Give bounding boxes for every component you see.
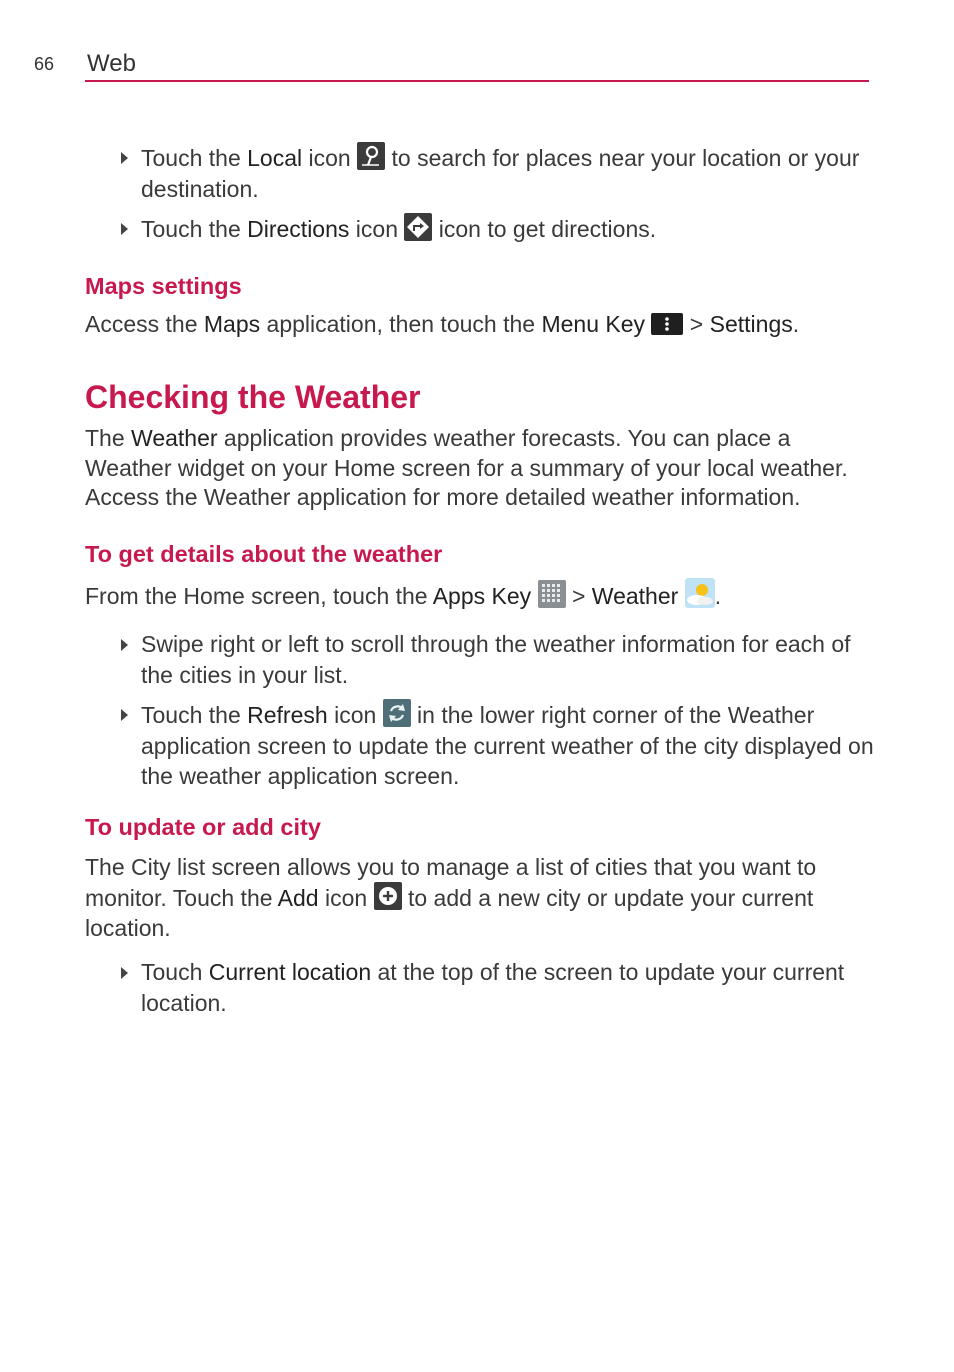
maps-settings-heading: Maps settings (85, 272, 242, 299)
directions-label: Directions (247, 216, 350, 242)
menu-key-icon (651, 313, 683, 335)
update-city-heading: To update or add city (85, 813, 321, 840)
bullet-local: Touch the Local icon to search for places near your location or your destination. (85, 142, 875, 204)
page-number: 66 (34, 54, 55, 74)
bullet-arrow-icon (121, 709, 128, 721)
directions-icon (404, 213, 432, 241)
weather-details-heading: To get details about the weather (85, 540, 443, 567)
weather-app-icon (685, 578, 715, 608)
section-title: Web (87, 50, 136, 77)
bullet-arrow-icon (121, 223, 128, 235)
header-rule (85, 80, 869, 82)
local-icon (357, 142, 385, 170)
weather-heading: Checking the Weather (85, 379, 421, 415)
add-icon (374, 882, 402, 910)
bullet-refresh: Touch the Refresh icon in the lower right corner of the Weather application screen to update the current weather of the city displayed on the weather application screen. (85, 699, 875, 792)
page-content (85, 142, 875, 1027)
bullet-swipe: Swipe right or left to scroll through the weather information for each of the cities in your list. (85, 629, 875, 690)
weather-intro: The Weather application provides weather forecasts. You can place a Weather widget on your Home screen for a summary of your local weather. Access the Weather application for more detailed weather information. (85, 425, 848, 510)
update-city-text: The City list screen allows you to manage a list of cities that you want to monitor. Touch the Add icon to add a new city or update your current location. (85, 853, 817, 941)
bullet-arrow-icon (121, 639, 128, 651)
refresh-icon (383, 699, 411, 727)
apps-key-icon (538, 580, 566, 608)
bullet-directions: Touch the Directions icon icon to get directions. (85, 213, 875, 245)
bullet-current-location: Touch Current location at the top of the screen to update your current location. (85, 957, 875, 1018)
bullet-arrow-icon (121, 967, 128, 979)
maps-settings-text: Access the Maps application, then touch the Menu Key > Settings. (85, 310, 800, 337)
page-header (0, 0, 954, 90)
weather-details-text: From the Home screen, touch the Apps Key > Weather . (85, 578, 875, 612)
local-label: Local (247, 145, 303, 171)
bullet-arrow-icon (121, 152, 128, 164)
